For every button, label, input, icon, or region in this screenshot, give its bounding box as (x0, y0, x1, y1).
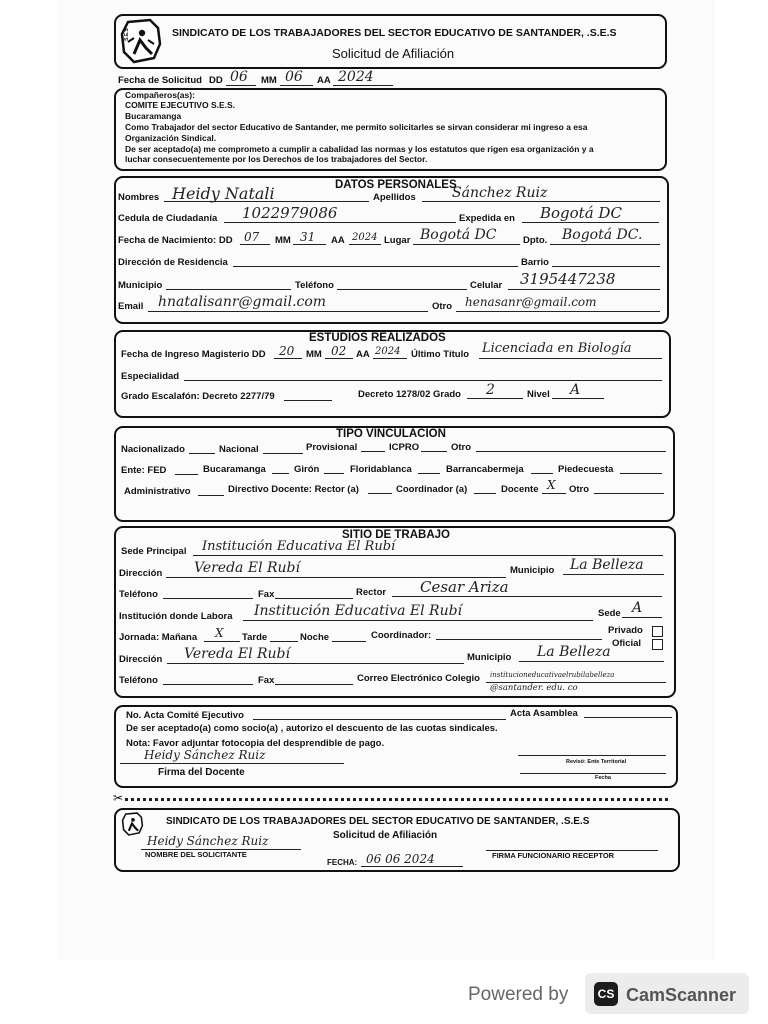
reviso-label: Revisó: Ente Territorial (566, 759, 627, 765)
header-title: SINDICATO DE LOS TRABAJADORES DEL SECTOR EDUCATIVO DE SANTANDER, .S.E.S (172, 27, 617, 39)
camscanner-brand: CamScanner (626, 985, 737, 1005)
header-subtitle: Solicitud de Afiliación (332, 46, 455, 61)
direccion2-label: Dirección (119, 654, 163, 665)
nacionalizado-label: Nacionalizado (121, 444, 185, 455)
scissors-icon: ✂ (113, 791, 124, 805)
nacional-label: Nacional (219, 444, 259, 455)
floridablanca-label: Floridablanca (350, 464, 412, 475)
telefono-work-line (163, 598, 253, 599)
nac-aa-value: 2024 (352, 232, 378, 243)
request-aa-label: AA (317, 75, 331, 86)
signature-line (120, 763, 344, 764)
letter-line7: luchar consecuentemente por los Derechos de los trabajadores del Sector. (125, 154, 428, 164)
institucion-value: Institución Educativa El Rubí (254, 603, 463, 619)
municipio-work-label: Municipio (510, 565, 555, 576)
oficial-checkbox[interactable] (652, 639, 663, 650)
ing-aa-value: 2024 (375, 346, 401, 357)
ing-dd-line (274, 358, 302, 359)
cedula-line (224, 222, 456, 223)
sede-principal-value: Institución Educativa El Rubí (202, 539, 396, 554)
expedida-line (522, 222, 659, 223)
email-value: hnatalisanr@gmail.com (158, 294, 327, 310)
coordinador-work-label: Coordinador: (371, 630, 432, 641)
expedida-label: Expedida en (459, 213, 515, 224)
stub-fecha-value: 06 06 2024 (366, 852, 435, 866)
ing-aa-label: AA (356, 349, 370, 360)
request-mm-line (280, 85, 313, 86)
provisional-label: Provisional (306, 442, 358, 453)
stub-name: Heidy Sánchez Ruiz (147, 834, 269, 848)
stub-fecha-label: FECHA: (327, 858, 358, 867)
stub-title: SINDICATO DE LOS TRABAJADORES DEL SECTOR EDUCATIVO DE SANTANDER, .S.E.S (166, 816, 590, 827)
asamblea-label: Acta Asamblea (510, 708, 578, 719)
approval-line1: De ser aceptado(a) como socio(a) , autorizo el descuento de las cuotas sindicales. (126, 723, 498, 734)
sede-principal-line (193, 555, 663, 556)
otro2-label: Otro (569, 484, 590, 495)
otro-value: henasanr@gmail.com (465, 295, 597, 309)
direccion2-line (167, 663, 464, 664)
personal-title: DATOS PERSONALES (335, 179, 457, 191)
barranca-line (531, 473, 553, 474)
rector-value: Cesar Ariza (420, 578, 509, 596)
noche-line (332, 641, 366, 642)
ente-label: Ente: FED (121, 465, 167, 476)
fed-line (175, 474, 198, 475)
link-otro-label: Otro (451, 442, 472, 453)
stub-subtitle: Solicitud de Afiliación (333, 830, 438, 841)
institucion-line (243, 620, 593, 621)
ingreso-label: Fecha de Ingreso Magisterio DD (121, 349, 266, 360)
letter-line2: COMITE EJECUTIVO S.E.S. (125, 100, 236, 110)
nombres-label: Nombres (118, 192, 160, 203)
residencia-line (233, 266, 518, 267)
letter-line4: Como Trabajador del sector Educativo de Santander, me permito solicitarles se sirvan considerar mi ingreso a esa (125, 122, 588, 132)
escalafon-line (284, 400, 332, 401)
residencia-label: Dirección de Residencia (118, 257, 228, 268)
dpto-label: Dpto. (523, 235, 548, 246)
camscanner-icon: CS (594, 982, 618, 1006)
manana-line (204, 641, 240, 642)
rector-line (368, 493, 392, 494)
sede-label: Sede (598, 608, 621, 619)
municipio2-label: Municipio (467, 652, 512, 663)
request-dd-value: 06 (230, 69, 248, 85)
coordinador-label: Coordinador (a) (396, 484, 468, 495)
privado-label: Privado (608, 625, 643, 636)
nivel-value: A (570, 382, 581, 398)
floridablanca-line (418, 473, 440, 474)
nac-dd-line (240, 244, 270, 245)
grado-value: 2 (486, 382, 495, 398)
request-date-label: Fecha de Solicitud (118, 75, 202, 86)
ing-mm-line (325, 358, 353, 359)
telefono-work-label: Teléfono (119, 589, 158, 600)
otro-label: Otro (432, 301, 453, 312)
link-otro-line (476, 451, 666, 452)
nac-mm-value: 31 (300, 230, 316, 244)
bucaramanga-line (272, 473, 289, 474)
barranca-label: Barrancabermeja (446, 464, 524, 475)
celular-label: Celular (470, 280, 503, 291)
grado-line (467, 398, 523, 399)
nac-mm-label: MM (275, 235, 291, 246)
email-label: Email (118, 301, 144, 312)
direccion-label: Dirección (119, 568, 163, 579)
municipio2-value: La Belleza (537, 644, 611, 660)
sede-value: A (632, 600, 643, 616)
docente-label: Docente (501, 484, 539, 495)
docente-line (542, 493, 566, 494)
ses-logo-small (121, 812, 145, 836)
municipio-line (166, 289, 291, 290)
noche-label: Noche (300, 632, 330, 643)
stub-firma-label: FIRMA FUNCIONARIO RECEPTOR (492, 851, 615, 860)
fecha-review-label: Fecha (595, 775, 611, 781)
nacional-line (263, 453, 303, 454)
telefono-label: Teléfono (295, 280, 334, 291)
piedecuesta-line (620, 473, 662, 474)
otro2-line (594, 493, 664, 494)
request-dd-label: DD (209, 75, 223, 86)
powered-by-text: Powered by (468, 984, 569, 1005)
institucion-label: Institución donde Labora (119, 611, 233, 622)
direccion2-value: Vereda El Rubí (184, 646, 290, 662)
ing-mm-label: MM (306, 349, 322, 360)
request-mm-value: 06 (285, 69, 303, 85)
dpto-line (550, 244, 660, 245)
fax2-label: Fax (258, 675, 275, 686)
request-dd-line (226, 85, 256, 86)
nac-dd-value: 07 (244, 230, 260, 244)
teacher-signature: Heidy Sánchez Ruiz (144, 748, 266, 762)
administrativo-line (198, 495, 224, 496)
directivo-label: Directivo Docente: Rector (a) (228, 484, 359, 495)
letter-line1: Compañeros(as): (125, 90, 195, 100)
piedecuesta-label: Piedecuesta (558, 464, 614, 475)
ing-aa-line (373, 358, 407, 359)
acta-label: No. Acta Comité Ejecutivo (126, 710, 244, 721)
ses-logo (120, 18, 164, 64)
municipio-work-value: La Belleza (570, 557, 644, 573)
telefono2-label: Teléfono (119, 675, 158, 686)
email-line (148, 311, 428, 312)
especialidad-label: Especialidad (121, 371, 180, 382)
titulo-label: Último Título (411, 349, 470, 360)
giron-label: Girón (294, 464, 320, 475)
nombres-value: Heidy Natali (172, 184, 275, 203)
fecha-review-line (520, 773, 666, 774)
barrio-line (552, 266, 660, 267)
nac-aa-label: AA (331, 235, 345, 246)
logo-text: S.E.S (123, 28, 130, 41)
telefono2-line (163, 684, 253, 685)
especialidad-line (184, 380, 662, 381)
link-title: TIPO VINCULACIÓN (336, 428, 446, 440)
oficial-label: Oficial (612, 638, 642, 649)
tarde-line (270, 641, 298, 642)
nacimiento-label: Fecha de Nacimiento: DD (118, 235, 233, 246)
lugar-line (413, 244, 520, 245)
stub-name-label: NOMBRE DEL SOLICITANTE (145, 850, 247, 859)
letter-line5: Organización Sindical. (125, 133, 217, 143)
request-aa-line (333, 85, 393, 86)
dpto-value: Bogotá DC. (562, 227, 643, 243)
letter-line6: De ser aceptado(a) me comprometo a cumplir a cabalidad las normas y los estatutos que rigen esa organización y a (125, 144, 594, 154)
firma-docente-label: Firma del Docente (158, 767, 245, 778)
nivel-line (552, 398, 604, 399)
jornada-label: Jornada: Mañana (119, 632, 198, 643)
apellidos-line (422, 201, 660, 202)
lugar-value: Bogotá DC (420, 227, 497, 243)
cut-line (125, 798, 668, 801)
titulo-line (479, 358, 662, 359)
fax-line (275, 598, 353, 599)
rector-name-line (392, 596, 662, 597)
municipio-work-line (563, 574, 664, 575)
reviso-line (518, 755, 666, 756)
studies-title: ESTUDIOS REALIZADOS (309, 332, 446, 344)
celular-line (508, 289, 660, 290)
titulo-value: Licenciada en Biología (482, 341, 632, 356)
letter-line3: Bucaramanga (125, 111, 182, 121)
provisional-line (361, 451, 385, 452)
escalafon-label: Grado Escalafón: Decreto 2277/79 (121, 391, 275, 402)
privado-checkbox[interactable] (652, 626, 663, 637)
telefono-line (337, 289, 467, 290)
expedida-value: Bogotá DC (540, 204, 622, 222)
nacionalizado-line (189, 453, 215, 454)
docente-mark: X (547, 478, 556, 492)
sede-line (622, 617, 662, 618)
lugar-label: Lugar (384, 235, 411, 246)
request-aa-value: 2024 (338, 69, 374, 85)
giron-line (324, 473, 344, 474)
correo-label: Correo Electrónico Colegio (357, 673, 480, 684)
request-mm-label: MM (261, 75, 277, 86)
icpro-line (421, 451, 447, 452)
fax-label: Fax (258, 589, 275, 600)
tarde-label: Tarde (242, 632, 268, 643)
jornada-mark: X (215, 626, 224, 640)
work-title: SITIO DE TRABAJO (342, 529, 450, 541)
barrio-label: Barrio (521, 257, 549, 268)
approval-line2: Nota: Favor adjuntar fotocopia del desprendible de pago. (126, 738, 385, 749)
fax2-line (275, 684, 353, 685)
municipio2-line (519, 661, 664, 662)
correo-value-1: institucioneducativaelrubilabelleza (490, 671, 615, 679)
correo-value-2: @santander. edu. co (490, 683, 578, 693)
ing-dd-value: 20 (279, 344, 295, 358)
coordinador-line (474, 493, 496, 494)
celular-value: 3195447238 (520, 270, 616, 288)
cedula-value: 1022979086 (242, 204, 338, 222)
nac-aa-line (349, 244, 381, 245)
direccion-value: Vereda El Rubí (194, 560, 300, 576)
otro-line (456, 311, 660, 312)
administrativo-label: Administrativo (124, 486, 191, 497)
decreto-label: Decreto 1278/02 Grado (358, 389, 461, 400)
apellidos-label: Apellidos (373, 192, 416, 203)
nivel-label: Nivel (527, 389, 550, 400)
bucaramanga-label: Bucaramanga (203, 464, 266, 475)
rector-label: Rector (356, 587, 387, 598)
cedula-label: Cedula de Ciudadanía (118, 213, 218, 224)
stub-fecha-line (361, 866, 463, 867)
apellidos-value: Sánchez Ruiz (452, 185, 548, 201)
acta-line (253, 719, 506, 720)
asamblea-line (584, 717, 672, 718)
icpro-label: ICPRO (389, 442, 420, 453)
nac-mm-line (293, 244, 326, 245)
municipio-label: Municipio (118, 280, 163, 291)
coordinador-work-line (436, 639, 602, 640)
sede-principal-label: Sede Principal (121, 546, 187, 557)
ing-mm-value: 02 (331, 344, 347, 358)
